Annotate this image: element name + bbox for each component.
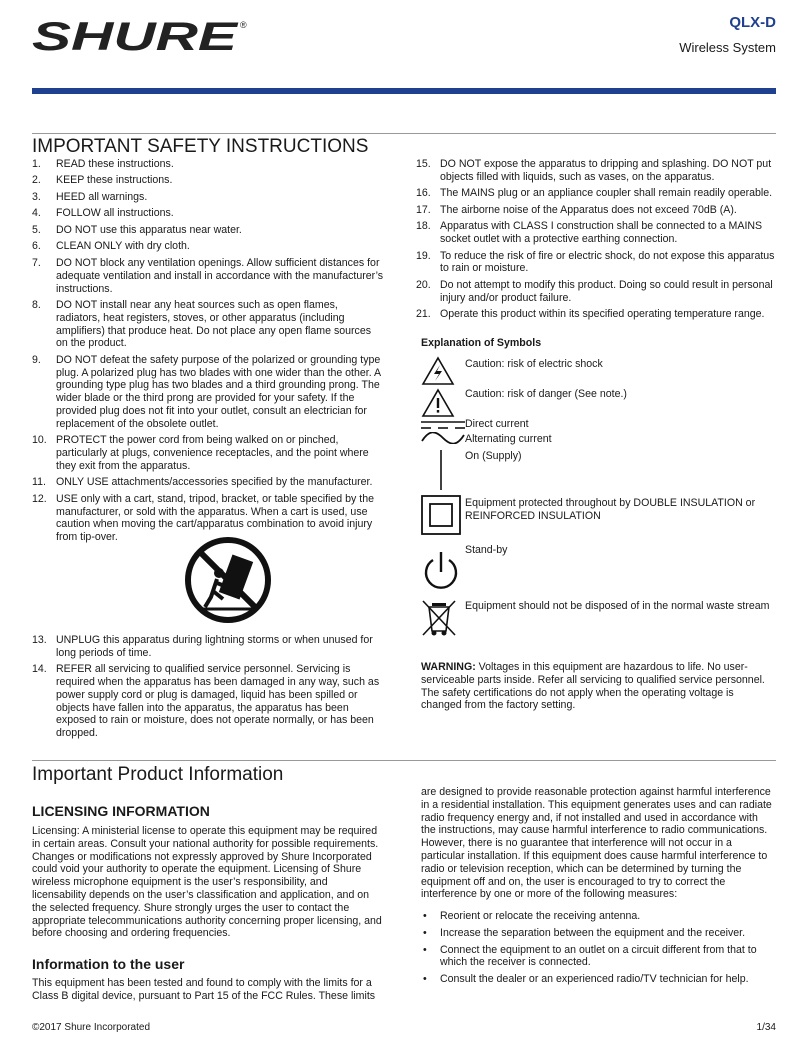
symbol-danger-label: Caution: risk of danger (See note.) [465, 388, 627, 400]
safety-item-number: 3. [32, 190, 41, 203]
svg-text:®: ® [240, 20, 247, 30]
measure-item: • Increase the separation between the equipment and the receiver. [421, 927, 775, 940]
safety-item [32, 634, 384, 660]
licensing-paragraph [32, 825, 384, 940]
safety-item-text: READ these instructions. [56, 158, 174, 170]
safety-item-number: 6. [32, 240, 41, 253]
product-name: Wireless System [679, 40, 776, 55]
licensing-text: : A ministerial license to operate this equipment may be required in certain areas. Consult your national authority for possible requirements. Changes or modifications not expressly approved by Shure Incorporated could void your authority to operate the equipment. Licensing of Shure wireless microphone equipment is the user’s responsibility, and licensability depends on the user’s classification and application, and on the selected frequency. Shure strongly urges the user to contact the appropriate telecommunications authority concerning proper licensing, and before choosing and ordering frequencies. [32, 825, 382, 940]
header-rule [32, 88, 776, 94]
safety-item-number: 14. [32, 663, 47, 676]
safety-item-number: 8. [32, 298, 41, 311]
warning-label: WARNING: [421, 661, 476, 673]
user-info-paragraph-cont: are designed to provide reasonable protection against harmful interference in a residential installation. This equipment generates uses and can radiate radio frequency energy and, if not installed and used in accordance with the instructions, may cause harmful interference to radio communications. However, there is no guarantee that interference will not occur in a particular installation. If this equipment does cause harmful interference to radio or television reception, which can be determined by turning the equipment off and on, the user is encouraged to try to correct the interference by one or more of the following measures: [421, 786, 772, 901]
safety-item [416, 187, 776, 200]
safety-item-number: 12. [32, 492, 47, 505]
safety-item-number: 1. [32, 158, 41, 170]
safety-item-text: DO NOT defeat the safety purpose of the polarized or grounding type plug. A polarized plug has two blades with one wider than the other. A grounding type plug has two blades and a third grounding prong. The wider blade or the third prong are provided for your safety. If the provided plug does not fit into your outlet, consult an electrician for replacement of the obsolete outlet. [56, 353, 381, 430]
page-number: 1/34 [756, 1022, 776, 1033]
svg-text:SHURE: SHURE [32, 16, 239, 56]
safety-item-number: 11. [32, 476, 46, 489]
safety-item-number: 15. [416, 158, 431, 170]
double-insulation-icon [421, 495, 461, 535]
user-info-paragraph: This equipment has been tested and found to comply with the limits for a Class B digital device, pursuant to Part 15 of the FCC Rules. These limits [32, 977, 376, 1002]
safety-item-number: 19. [416, 249, 431, 262]
safety-item-text: DO NOT expose the apparatus to dripping and splashing. DO NOT put objects filled with liquids, such as vases, on the apparatus. [440, 158, 772, 183]
safety-item-text: ONLY USE attachments/accessories specified by the manufacturer. [56, 476, 373, 489]
safety-item-text: DO NOT use this apparatus near water. [56, 223, 242, 236]
electric-shock-icon [421, 356, 455, 386]
product-info-title: Important Product Information [32, 764, 284, 785]
symbol-on-label: On (Supply) [465, 450, 522, 462]
safety-item [32, 174, 384, 187]
safety-item-text: KEEP these instructions. [56, 174, 173, 187]
safety-item [416, 158, 776, 184]
standby-icon [421, 550, 461, 592]
symbol-dc-label: Direct current [465, 418, 529, 430]
copyright: ©2017 Shure Incorporated [32, 1022, 151, 1033]
safety-item [416, 220, 776, 246]
safety-item-text: The MAINS plug or an appliance coupler shall remain readily operable. [440, 187, 773, 200]
safety-item-text: HEED all warnings. [56, 190, 148, 203]
safety-item [32, 191, 384, 204]
safety-item [416, 250, 776, 276]
safety-item-number: 20. [416, 278, 431, 291]
safety-item-number: 21. [416, 308, 431, 321]
safety-item [32, 158, 384, 171]
safety-item-number: 2. [32, 174, 41, 187]
safety-item [32, 663, 384, 740]
safety-item [32, 354, 384, 431]
user-info-title: Information to the user [32, 956, 185, 972]
safety-item [416, 279, 776, 305]
weee-bin-icon [421, 597, 457, 639]
warning-paragraph [421, 661, 775, 712]
safety-title: IMPORTANT SAFETY INSTRUCTIONS [32, 136, 369, 157]
measures-list [421, 910, 775, 990]
safety-item-text: To reduce the risk of fire or electric shock, do not expose this apparatus to rain or moisture. [440, 249, 775, 275]
safety-item-text: The airborne noise of the Apparatus does not exceed 70dB (A). [440, 203, 737, 216]
section-divider [32, 760, 776, 761]
safety-item-number: 17. [416, 203, 431, 216]
safety-item-text: FOLLOW all instructions. [56, 207, 174, 220]
safety-item-text: REFER all servicing to qualified service personnel. Servicing is required when the apparatus has been damaged in any way, such as power supply cord or plug is damaged, liquid has been spilled or objects have fallen into the apparatus, the apparatus has been exposed to rain or moisture, does not operate normally, or has been dropped. [56, 663, 380, 740]
safety-item [32, 257, 384, 295]
safety-list-left-2 [32, 634, 384, 744]
measure-item: • Consult the dealer or an experienced radio/TV technician for help. [421, 973, 775, 986]
symbol-ac-label: Alternating current [465, 433, 552, 445]
section-divider [32, 133, 776, 134]
safety-item-number: 10. [32, 434, 47, 447]
safety-item [32, 434, 384, 472]
safety-item-text: UNPLUG this apparatus during lightning storms or when unused for long periods of time. [56, 634, 373, 659]
measure-item: • Connect the equipment to an outlet on a circuit different from that to which the receiver is connected. [421, 944, 775, 970]
safety-item-number: 16. [416, 187, 431, 200]
safety-item-number: 4. [32, 207, 41, 220]
safety-list-right [416, 158, 776, 325]
safety-item-text: Do not attempt to modify this product. Doing so could result in personal injury and/or product failure. [440, 278, 773, 304]
safety-item-number: 7. [32, 256, 41, 269]
danger-icon [421, 388, 455, 418]
safety-item-number: 13. [32, 634, 47, 646]
safety-item [416, 204, 776, 217]
symbols-title: Explanation of Symbols [421, 337, 542, 349]
safety-item [32, 224, 384, 237]
power-on-icon [436, 450, 446, 490]
symbol-shock-label: Caution: risk of electric shock [465, 358, 603, 370]
warning-text: Voltages in this equipment are hazardous to life. No user-serviceable parts inside. Refer all servicing to qualified service personnel. The safety certifications do not apply when the operating voltage is changed from the factory setting. [421, 661, 765, 712]
safety-item-text: DO NOT block any ventilation openings. Allow sufficient distances for adequate ventilation and install in accordance with the manufacturer’s instructions. [56, 256, 384, 295]
safety-item-text: DO NOT install near any heat sources such as open flames, radiators, heat registers, stoves, or other apparatus (including amplifiers) that produce heat. Do not place any open flame sources on the product. [56, 298, 372, 350]
safety-item-text: CLEAN ONLY with dry cloth. [56, 240, 190, 253]
safety-item-number: 9. [32, 353, 41, 366]
direct-current-icon [421, 420, 465, 430]
safety-item-number: 5. [32, 223, 41, 236]
safety-item-text: Operate this product within its specified operating temperature range. [440, 308, 765, 321]
safety-item-text: Apparatus with CLASS I construction shall be connected to a MAINS socket outlet with a protective earthing connection. [440, 220, 763, 246]
cart-warning-icon [183, 535, 273, 625]
symbol-standby-label: Stand-by [465, 544, 508, 556]
model-name: QLX-D [729, 14, 776, 31]
symbol-weee-label: Equipment should not be disposed of in the normal waste stream [465, 600, 770, 612]
safety-item [32, 240, 384, 253]
alternating-current-icon [421, 432, 465, 444]
licensing-label: Licensing [32, 825, 77, 837]
measure-item: • Reorient or relocate the receiving antenna. [421, 910, 775, 923]
safety-item [32, 207, 384, 220]
symbol-double-label: Equipment protected throughout by DOUBLE INSULATION or REINFORCED INSULATION [465, 497, 756, 522]
safety-item-text: PROTECT the power cord from being walked on or pinched, particularly at plugs, convenience receptacles, and the point where they exit from the apparatus. [56, 434, 369, 472]
shure-logo [32, 16, 252, 56]
licensing-title: LICENSING INFORMATION [32, 803, 210, 819]
safety-item [32, 299, 384, 350]
safety-item-number: 18. [416, 220, 431, 233]
safety-list-left [32, 158, 384, 548]
safety-item-text: USE only with a cart, stand, tripod, bracket, or table specified by the manufacturer, or sold with the apparatus. When a cart is used, use caution when moving the cart/apparatus combination to avoid injury from tip-over. [56, 492, 374, 544]
safety-item [32, 476, 384, 489]
safety-item [416, 308, 776, 321]
